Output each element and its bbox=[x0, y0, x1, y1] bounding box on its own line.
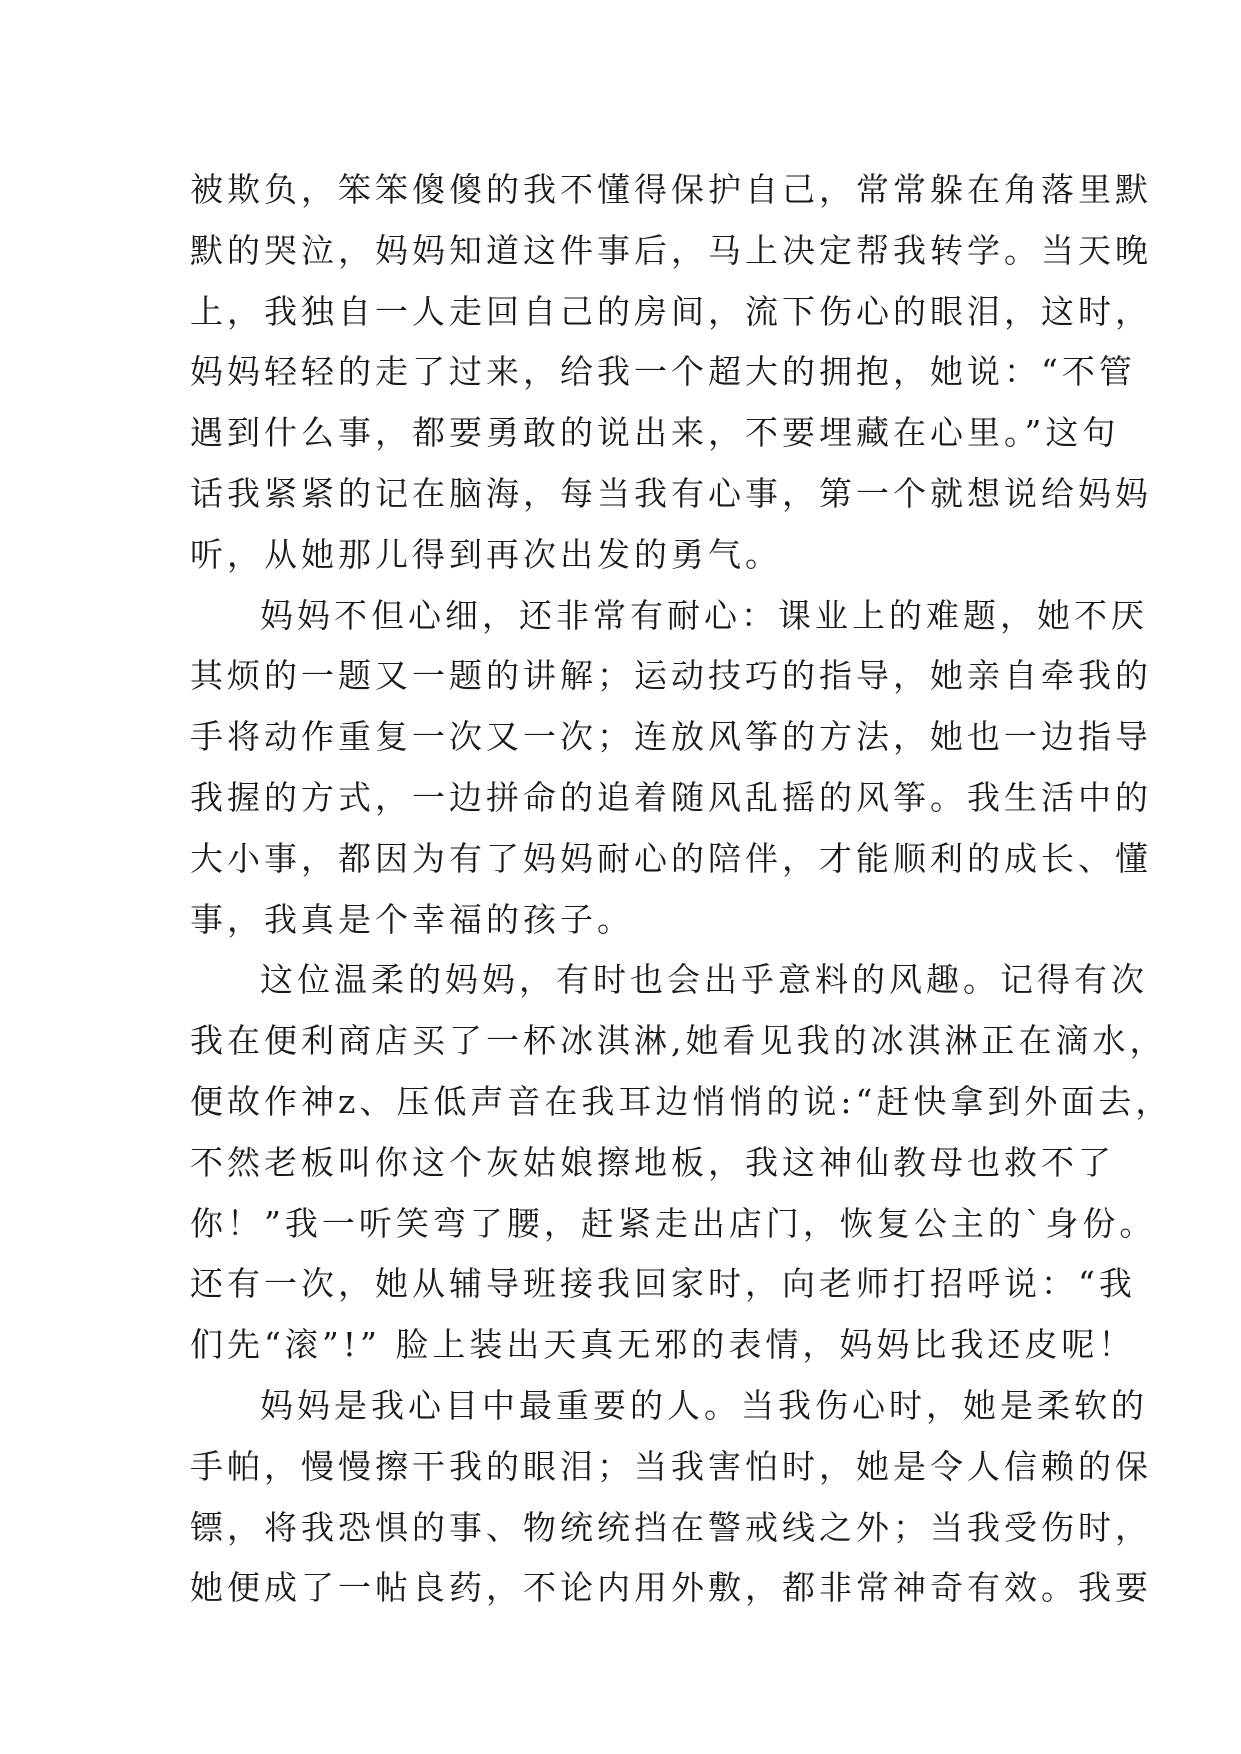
text-line: 默的哭泣，妈妈知道这件事后，马上决定帮我转学。当天晚 bbox=[190, 230, 1152, 270]
paragraph-first-line: 妈妈是我心目中最重要的人。当我伤心时，她是柔软的 bbox=[260, 1385, 1148, 1425]
text-line: 你！”我一听笑弯了腰，赶紧走出店门，恢复公主的`身份。 bbox=[190, 1203, 1157, 1243]
text-line: 上，我独自一人走回自己的房间，流下伤心的眼泪，这时， bbox=[190, 291, 1152, 331]
text-line: 其烦的一题又一题的讲解；运动技巧的指导，她亲自牵我的 bbox=[190, 656, 1152, 696]
text-line: 手帕，慢慢擦干我的眼泪；当我害怕时，她是令人信赖的保 bbox=[190, 1446, 1152, 1486]
text-line: 我在便利商店买了一杯冰淇淋,她看见我的冰淇淋正在滴水， bbox=[190, 1021, 1167, 1061]
text-line: 大小事，都因为有了妈妈耐心的陪伴，才能顺利的成长、懂 bbox=[190, 838, 1152, 878]
essay-body bbox=[190, 160, 1173, 1619]
text-line: 们先“滚”!” 脸上装出天真无邪的表情，妈妈比我还皮呢！ bbox=[190, 1325, 1136, 1365]
text-line: 话我紧紧的记在脑海，每当我有心事，第一个就想说给妈妈 bbox=[190, 473, 1152, 513]
text-line: 妈妈轻轻的走了过来，给我一个超大的拥抱，她说：“不管 bbox=[190, 352, 1136, 392]
text-line: 事，我真是个幸福的孩子。 bbox=[190, 899, 634, 939]
text-line: 被欺负，笨笨傻傻的我不懂得保护自己，常常躲在角落里默 bbox=[190, 170, 1152, 209]
text-line: 镖，将我恐惧的事、物统统挡在警戒线之外；当我受伤时， bbox=[190, 1507, 1152, 1547]
text-line: 听，从她那儿得到再次出发的勇气。 bbox=[190, 534, 782, 574]
text-line: 手将动作重复一次又一次；连放风筝的方法，她也一边指导 bbox=[190, 717, 1152, 757]
text-line: 她便成了一帖良药，不论内用外敷，都非常神奇有效。我要 bbox=[190, 1568, 1152, 1608]
text-line: 便故作神z、压低声音在我耳边悄悄的说:“赶快拿到外面去， bbox=[190, 1081, 1173, 1121]
text-line: 遇到什么事，都要勇敢的说出来，不要埋藏在心里。”这句 bbox=[190, 413, 1120, 453]
paragraph-first-line: 妈妈不但心细，还非常有耐心：课业上的难题，她不厌 bbox=[260, 595, 1148, 635]
text-line: 我握的方式，一边拼命的追着随风乱摇的风筝。我生活中的 bbox=[190, 777, 1152, 817]
paragraph-first-line: 这位温柔的妈妈，有时也会出乎意料的风趣。记得有次 bbox=[260, 960, 1148, 1000]
text-line: 还有一次，她从辅导班接我回家时，向老师打招呼说：“我 bbox=[190, 1264, 1136, 1304]
text-line: 不然老板叫你这个灰姑娘擦地板，我这神仙教母也救不了 bbox=[190, 1142, 1115, 1182]
